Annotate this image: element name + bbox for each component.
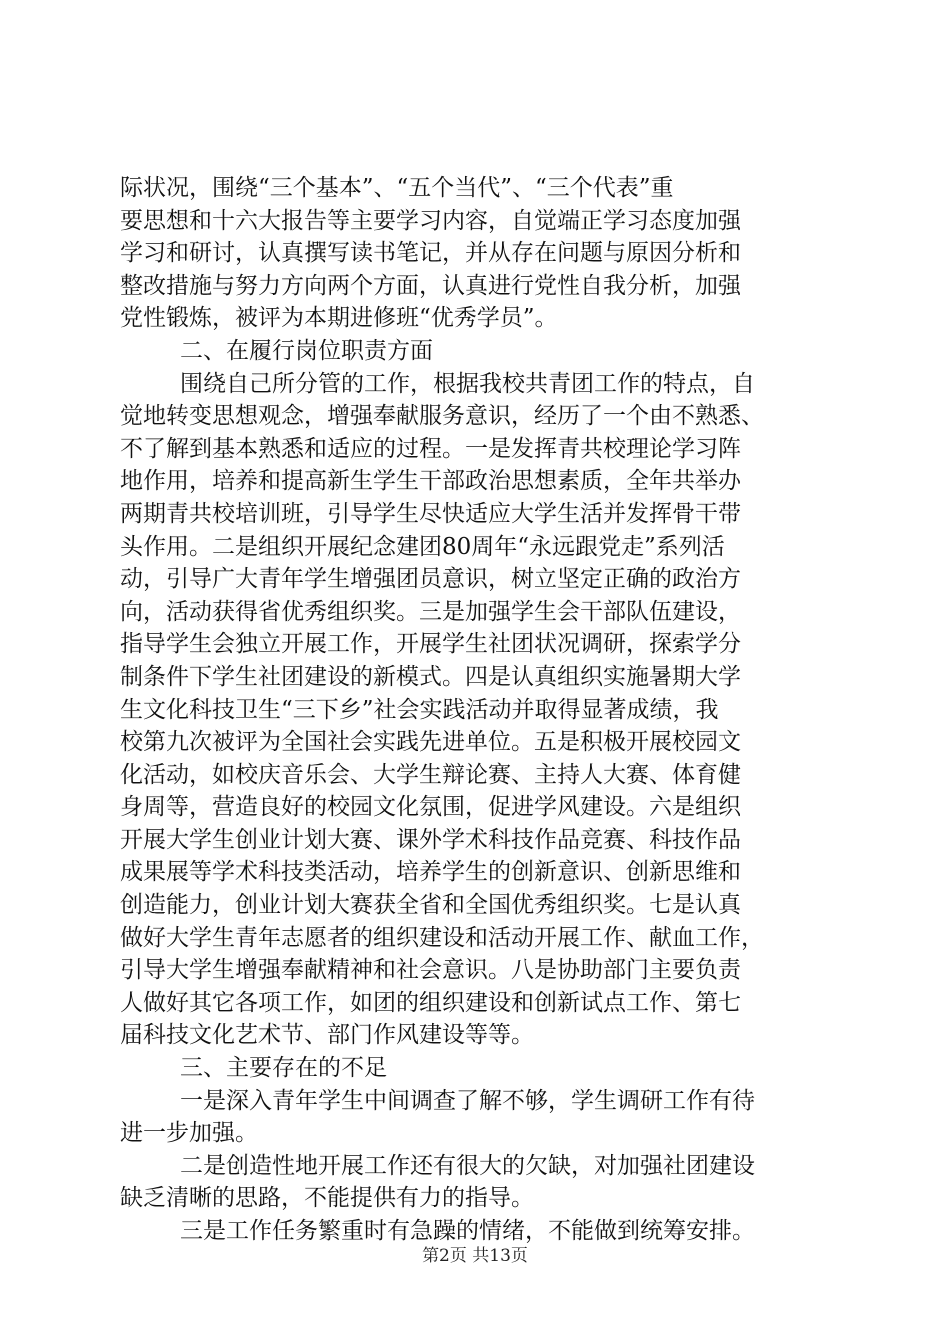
- text-line: 指导学生会独立开展工作，开展学生社团状况调研，探索学分: [120, 631, 741, 658]
- text-line: 创造能力，创业计划大赛获全省和全国优秀组织奖。七是认真: [120, 892, 741, 919]
- text-line: 成果展等学术科技类活动，培养学生的创新意识、创新思维和: [120, 859, 741, 886]
- text-line: 动，引导广大青年学生增强团员意识，树立坚定正确的政治方: [120, 566, 741, 593]
- text-line: 制条件下学生社团建设的新模式。四是认真组织实施暑期大学: [120, 663, 741, 690]
- text-line: 要思想和十六大报告等主要学习内容，自觉端正学习态度加强: [120, 207, 741, 234]
- text-line: 化活动，如校庆音乐会、大学生辩论赛、主持人大赛、体育健: [120, 761, 741, 788]
- text-line: 整改措施与努力方向两个方面，认真进行党性自我分析，加强: [120, 272, 741, 299]
- text-line: 生文化科技卫生“三下乡”社会实践活动并取得显著成绩，我: [120, 696, 719, 723]
- text-line: 进一步加强。: [120, 1120, 258, 1147]
- text-line: 不了解到基本熟悉和适应的过程。一是发挥青共校理论学习阵: [120, 435, 741, 462]
- text-line: 地作用，培养和提高新生学生干部政治思想素质，全年共举办: [120, 468, 741, 495]
- text-line: 做好大学生青年志愿者的组织建设和活动开展工作、献血工作，: [120, 924, 764, 951]
- text-line: 党性锻炼，被评为本期进修班“优秀学员”。: [120, 305, 558, 332]
- text-line: 引导大学生增强奉献精神和社会意识。八是协助部门主要负责: [120, 957, 741, 984]
- text-line: 届科技文化艺术节、部门作风建设等等。: [120, 1022, 534, 1049]
- paragraph-start: 三是工作任务繁重时有急躁的情绪，不能做到统筹安排。: [180, 1218, 755, 1244]
- page-number-footer: 第2页 共13页: [422, 1246, 528, 1266]
- paragraph-start: 围绕自己所分管的工作，根据我校共青团工作的特点，自: [180, 370, 755, 397]
- paragraph-start: 一是深入青年学生中间调查了解不够，学生调研工作有待: [180, 1087, 755, 1114]
- text-line: 头作用。二是组织开展纪念建团80周年“永远跟党走”系列活: [120, 533, 725, 560]
- text-line: 向，活动获得省优秀组织奖。三是加强学生会干部队伍建设，: [120, 598, 741, 625]
- text-line: 觉地转变思想观念，增强奉献服务意识，经历了一个由不熟悉、: [120, 403, 764, 430]
- text-line: 身周等，营造良好的校园文化氛围，促进学风建设。六是组织: [120, 794, 741, 821]
- section-heading: 二、在履行岗位职责方面: [180, 337, 433, 364]
- text-line: 两期青共校培训班，引导学生尽快适应大学生活并发挥骨干带: [120, 500, 741, 527]
- text-line: 校第九次被评为全国社会实践先进单位。五是积极开展校园文: [120, 729, 741, 756]
- text-line: 人做好其它各项工作，如团的组织建设和创新试点工作、第七: [120, 989, 741, 1016]
- section-heading: 三、主要存在的不足: [180, 1055, 387, 1082]
- document-body: [120, 172, 835, 1248]
- text-line: 际状况，围绕“三个基本”、“五个当代”、“三个代表”重: [120, 175, 674, 201]
- text-line: 缺乏清晰的思路，不能提供有力的指导。: [120, 1185, 534, 1212]
- paragraph-start: 二是创造性地开展工作还有很大的欠缺，对加强社团建设: [180, 1152, 755, 1179]
- text-line: 开展大学生创业计划大赛、课外学术科技作品竞赛、科技作品: [120, 826, 741, 853]
- text-line: 学习和研讨，认真撰写读书笔记，并从存在问题与原因分析和: [120, 240, 741, 267]
